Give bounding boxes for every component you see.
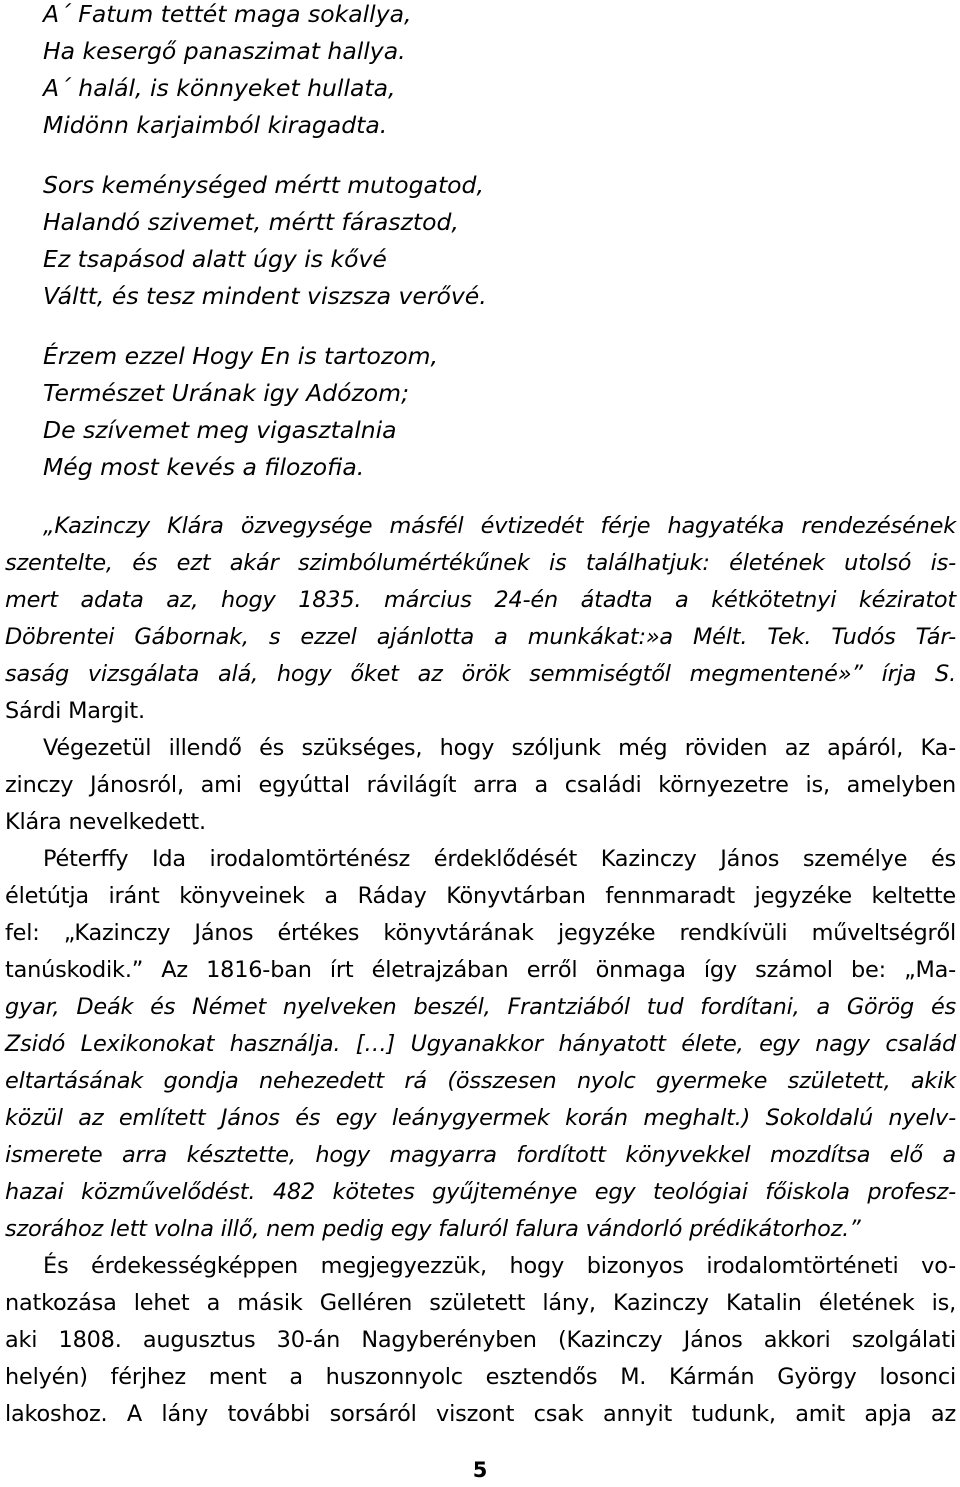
paragraph-line: És érdekességképpen megjegyezzük, hogy bizonyos irodalomtörténeti vo- <box>43 1253 956 1279</box>
paragraph-line: Péterffy Ida irodalomtörténész érdeklődését Kazinczy János személye és <box>43 846 956 872</box>
poem-line: A´ Fatum tettét maga sokallya, <box>43 0 412 28</box>
poem-line: De szívemet meg vigasztalnia <box>43 416 397 444</box>
poem-line: A´ halál, is könnyeket hullata, <box>43 74 396 102</box>
paragraph-line: tanúskodik.” Az 1816-ban írt életrajzában erről önmaga így számol be: „Ma- <box>5 957 956 983</box>
poem-line: Ha kesergő panaszimat hallya. <box>43 37 406 65</box>
paragraph-line: ismerete arra késztette, hogy magyarra fordított könyvekkel mozdítsa elő a <box>5 1142 956 1168</box>
paragraph-line: szorához lett volna illő, nem pedig egy faluról falura vándorló prédikátorhoz.” <box>5 1216 861 1242</box>
poem-line: Halandó szivemet, mértt fárasztod, <box>43 208 459 236</box>
paragraph-line: Zsidó Lexikonokat használja. […] Ugyanakkor hányatott élete, egy nagy család <box>5 1031 956 1057</box>
paragraph-line: aki 1808. augusztus 30-án Nagyberényben (Kazinczy János akkori szolgálati <box>5 1327 956 1353</box>
paragraph-line: Végezetül illendő és szükséges, hogy szóljunk még röviden az apáról, Ka- <box>43 735 956 761</box>
poem-line: Természet Urának igy Adózom; <box>43 379 409 407</box>
paragraph-line: „Kazinczy Klára özvegysége másfél évtizedét férje hagyatéka rendezésének <box>43 513 956 539</box>
poem-line: Sors keménységed mértt mutogatod, <box>43 171 484 199</box>
paragraph-line: eltartásának gondja nehezedett rá (összesen nyolc gyermeke született, akik <box>5 1068 956 1094</box>
poem-line: Ez tsapásod alatt úgy is kővé <box>43 245 387 273</box>
paragraph-line: közül az említett János és egy leánygyermek korán meghalt.) Sokoldalú nyelv- <box>5 1105 956 1131</box>
paragraph-line: Klára nevelkedett. <box>5 809 206 835</box>
paragraph-line: zinczy Jánosról, ami egyúttal rávilágít arra a családi környezetre is, amelyben <box>5 772 956 798</box>
poem-line: Érzem ezzel Hogy En is tartozom, <box>43 342 438 370</box>
poem-line: Még most kevés a filozofia. <box>43 453 365 481</box>
paragraph-line: életútja iránt könyveinek a Ráday Könyvtárban fennmaradt jegyzéke keltette <box>5 883 956 909</box>
paragraph-line: mert adata az, hogy 1835. március 24-én átadta a kétkötetnyi kéziratot <box>5 587 956 613</box>
poem-line: Váltt, és tesz mindent viszsza verővé. <box>43 282 487 310</box>
paragraph-line: gyar, Deák és Német nyelveken beszél, Frantziából tud fordítani, a Görög és <box>5 994 956 1020</box>
paragraph-line: lakoshoz. A lány további sorsáról viszont csak annyit tudunk, amit apja az <box>5 1401 956 1427</box>
poem-line: Midönn karjaimból kiragadta. <box>43 111 388 139</box>
paragraph-line: saság vizsgálata alá, hogy őket az örök semmiségtől megmentené»” írja S. <box>5 661 956 687</box>
paragraph-line: Sárdi Margit. <box>5 698 145 724</box>
paragraph-line: hazai közművelődést. 482 kötetes gyűjteménye egy teológiai főiskola profesz- <box>5 1179 956 1205</box>
page-number: 5 <box>472 1458 488 1482</box>
paragraph-line: Döbrentei Gábornak, s ezzel ajánlotta a munkákat:»a Mélt. Tek. Tudós Tár- <box>5 624 956 650</box>
paragraph-line: fel: „Kazinczy János értékes könyvtárának jegyzéke rendkívüli műveltségről <box>5 920 956 946</box>
paragraph-line: helyén) férjhez ment a huszonnyolc esztendős M. Kármán György losonci <box>5 1364 956 1390</box>
paragraph-line: natkozása lehet a másik Gelléren született lány, Kazinczy Katalin életének is, <box>5 1290 956 1316</box>
paragraph-line: szentelte, és ezt akár szimbólumértékűnek is találhatjuk: életének utolsó is- <box>5 550 956 576</box>
